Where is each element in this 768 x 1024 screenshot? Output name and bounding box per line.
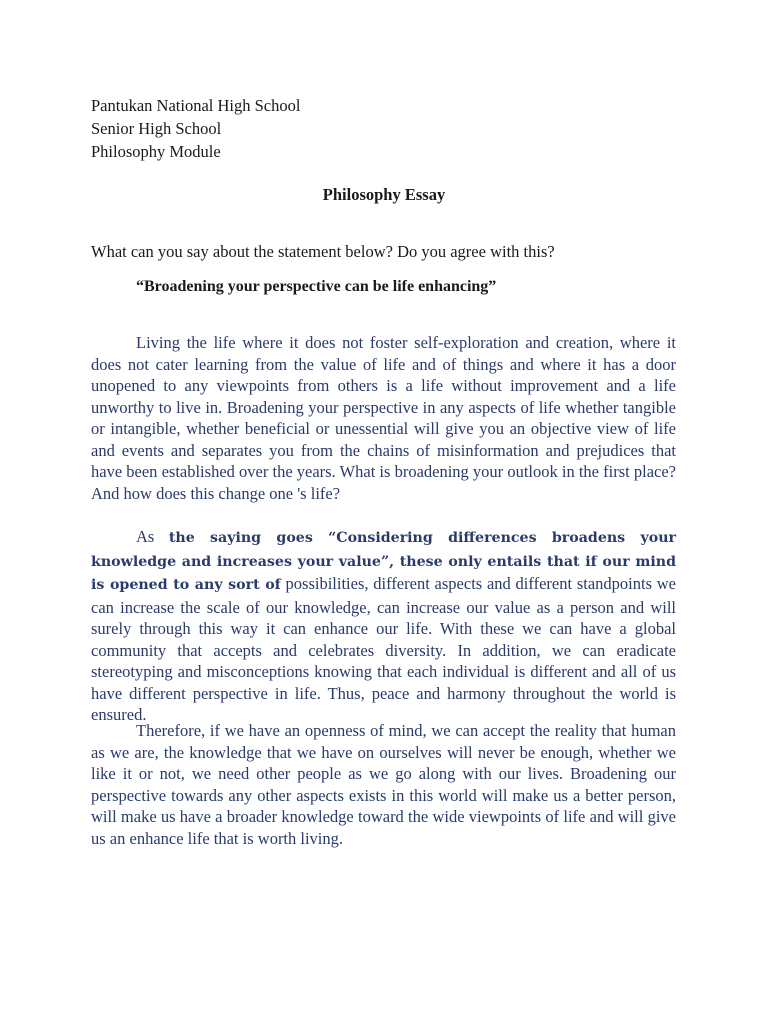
paragraph-3 bbox=[91, 720, 676, 849]
paragraph-1-text: Living the life where it does not foster self-exploration and creation, where it does not cater learning from the value of life and of things and where it has a door unopened to any viewpoints from others is a life without improvement and a life unworthy to live in. Broadening your perspective in any aspects of life whether tangible or intangible, whether beneficial or unessential will give you an objective view of life and events and separates you from the chains of misinformation and prejudices that have been established over the years. What is broadening your outlook in the first place? And how does this change one 's life? bbox=[91, 333, 676, 503]
essay-title: Philosophy Essay bbox=[322, 185, 446, 204]
document-header bbox=[91, 94, 300, 163]
paragraph-2 bbox=[91, 526, 676, 726]
school-name: Pantukan National High School bbox=[91, 96, 301, 115]
paragraph-2-bold: the saying goes “Considering differences broadens your knowledge and increases your value”, these only entails that if our mind is opened to any sort of bbox=[91, 530, 676, 593]
paragraph-1 bbox=[91, 332, 676, 504]
paragraph-2-text: possibilities, different aspects and different standpoints we can increase the scale of our knowledge, can increase our value as a person and will surely through this way it can enhance our life. With these we can have a global community that accepts and celebrates diversity. In addition, we can eradicate stereotyping and misconceptions knowing that each individual is different and all of us have different perspective in life. Thus, peace and harmony throughout the world is ensured. bbox=[91, 574, 676, 724]
school-level: Senior High School bbox=[91, 119, 222, 138]
paragraph-3-text: Therefore, if we have an openness of mind, we can accept the reality that human as we are, the knowledge that we have on ourselves will never be enough, whether we like it or not, we need other people as we go along with our lives. Broadening our perspective towards any other aspects exists in this world will make us a better person, will make us have a broader knowledge toward the wide viewpoints of life and will give us an enhance life that is worth living. bbox=[91, 721, 676, 848]
essay-quote: “Broadening your perspective can be life enhancing” bbox=[136, 278, 497, 295]
module-name: Philosophy Module bbox=[91, 142, 221, 161]
essay-prompt: What can you say about the statement below? Do you agree with this? bbox=[91, 242, 555, 261]
paragraph-2-lead: As bbox=[136, 527, 169, 546]
